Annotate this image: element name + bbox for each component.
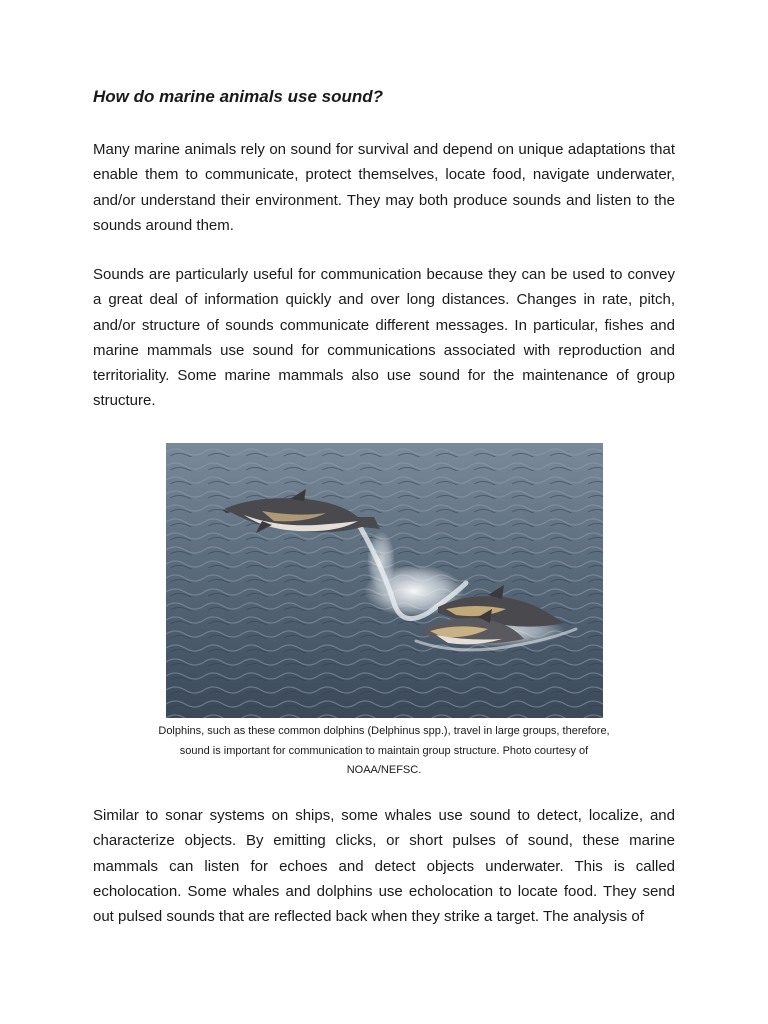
paragraph-echolocation: Similar to sonar systems on ships, some whales use sound to detect, localize, and characterize objects. By emitting clicks, or short pulses of sound, these marine mammals can listen for echoes and detect objects underwater. This is called echolocation. Some whales and dolphins use echolocation to locate food. They send out pulsed sounds that are reflected back when they strike a target. The analysis of bbox=[93, 807, 675, 926]
paragraph-communication: Sounds are particularly useful for communication because they can be used to convey a great deal of information quickly and over long distances. Changes in rate, pitch, and/or structure of sounds communicate different messages. In particular, fishes and marine mammals use sound for communications associated with reproduction and territoriality. Some marine mammals also use sound for the maintenance of group structure. bbox=[93, 266, 675, 410]
paragraph-intro: Many marine animals rely on sound for survival and depend on unique adaptations that enable them to communicate, protect themselves, locate food, navigate underwater, and/or understand their environment. They may both produce sounds and listen to the sounds around them. bbox=[93, 141, 675, 234]
page-title: How do marine animals use sound? bbox=[93, 87, 383, 106]
dolphins-photo bbox=[166, 443, 603, 718]
figure-caption: Dolphins, such as these common dolphins (Delphinus spp.), travel in large groups, therefore, sound is important for communication to maintain group structure. Photo courtesy of NOAA/NEFSC. bbox=[158, 725, 610, 776]
